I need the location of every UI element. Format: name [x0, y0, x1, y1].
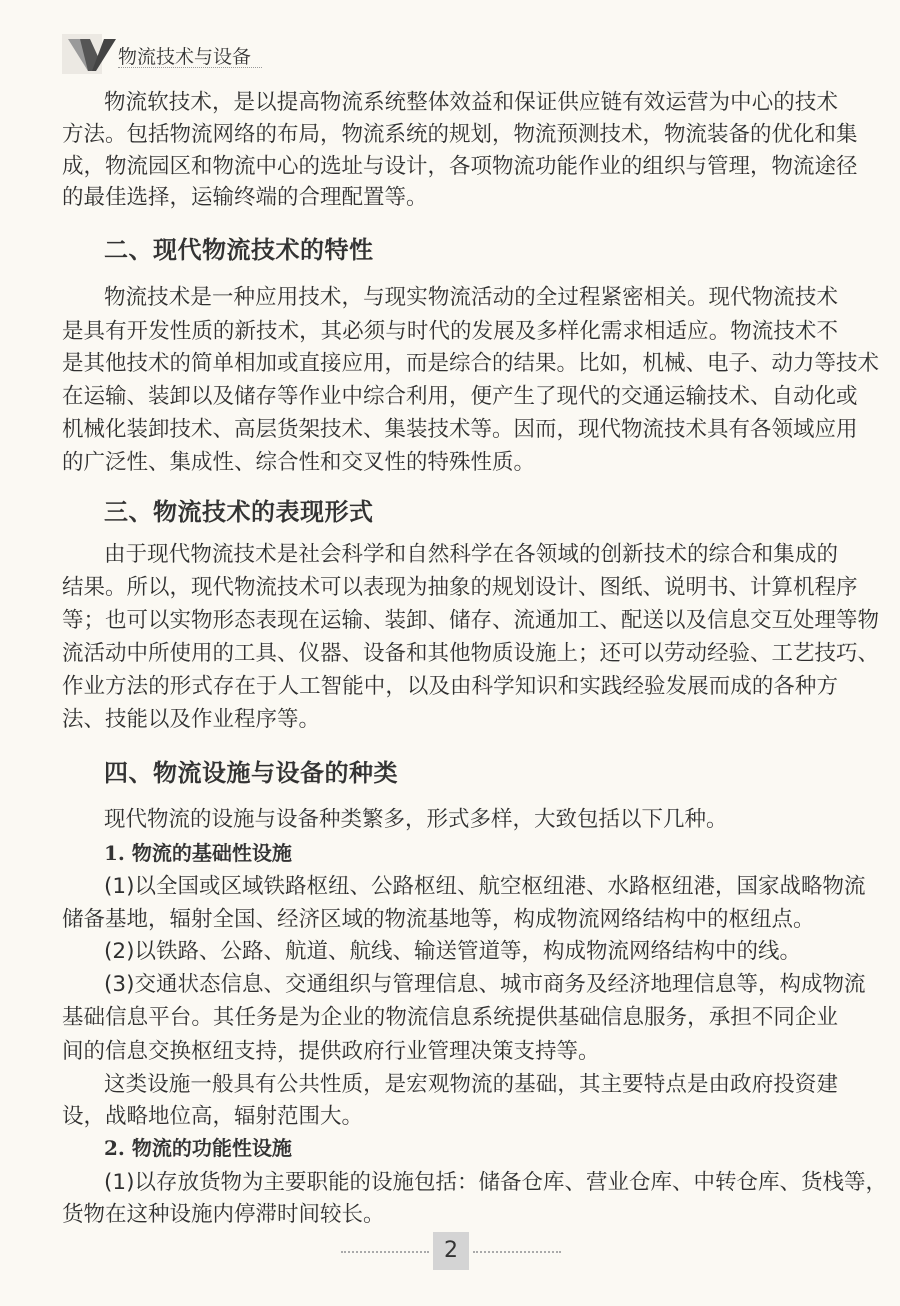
text-line: 设，战略地位高，辐射范围大。 [62, 1104, 364, 1129]
text-line: 法、技能以及作业程序等。 [62, 707, 321, 732]
footer-dotted-rule-left [341, 1251, 429, 1253]
text-line: 作业方法的形式存在于人工智能中，以及由科学知识和实践经验发展而成的各种方 [62, 674, 838, 699]
footer-dotted-rule-right [473, 1251, 561, 1253]
text-line: 流活动中所使用的工具、仪器、设备和其他物质设施上；还可以劳动经验、工艺技巧、 [62, 641, 880, 666]
text-line: 在运输、装卸以及储存等作业中综合利用，便产生了现代的交通运输技术、自动化或 [62, 384, 858, 409]
text-line: 是具有开发性质的新技术，其必须与时代的发展及多样化需求相适应。物流技术不 [62, 319, 838, 344]
section-heading: 二、现代物流技术的特性 [104, 236, 374, 264]
text-line: 这类设施一般具有公共性质，是宏观物流的基础，其主要特点是由政府投资建 [104, 1072, 838, 1097]
text-line: (1)以全国或区域铁路枢纽、公路枢纽、航空枢纽港、水路枢纽港，国家战略物流 [104, 874, 866, 899]
text-line: 的广泛性、集成性、综合性和交叉性的特殊性质。 [62, 450, 536, 475]
subheading: 1. 物流的基础性设施 [104, 841, 292, 865]
text-line: 的最佳选择，运输终端的合理配置等。 [62, 185, 428, 210]
text-line: 间的信息交换枢纽支持，提供政府行业管理决策支持等。 [62, 1039, 600, 1064]
text-line: 物流技术是一种应用技术，与现实物流活动的全过程紧密相关。现代物流技术 [104, 285, 838, 310]
text-line: 机械化装卸技术、高层货架技术、集装技术等。因而，现代物流技术具有各领域应用 [62, 417, 858, 442]
section-heading: 四、物流设施与设备的种类 [104, 759, 398, 787]
page-number: 2 [433, 1232, 469, 1270]
text-line: 货物在这种设施内停滞时间较长。 [62, 1202, 385, 1227]
text-line: 等；也可以实物形态表现在运输、装卸、储存、流通加工、配送以及信息交互处理等物 [62, 608, 880, 633]
section-heading: 三、物流技术的表现形式 [104, 498, 374, 526]
book-logo-icon [66, 37, 116, 73]
text-line: 物流软技术，是以提高物流系统整体效益和保证供应链有效运营为中心的技术 [104, 90, 838, 115]
text-line: 由于现代物流技术是社会科学和自然科学在各领域的创新技术的综合和集成的 [104, 542, 838, 567]
text-line: 成，物流园区和物流中心的选址与设计，各项物流功能作业的组织与管理，物流途径 [62, 154, 858, 179]
text-line: 基础信息平台。其任务是为企业的物流信息系统提供基础信息服务，承担不同企业 [62, 1005, 838, 1030]
text-line: 结果。所以，现代物流技术可以表现为抽象的规划设计、图纸、说明书、计算机程序 [62, 575, 858, 600]
text-line: (2)以铁路、公路、航道、航线、输送管道等，构成物流网络结构中的线。 [104, 939, 801, 964]
text-line: 储备基地，辐射全国、经济区域的物流基地等，构成物流网络结构中的枢纽点。 [62, 907, 815, 932]
text-line: 现代物流的设施与设备种类繁多，形式多样，大致包括以下几种。 [104, 807, 728, 832]
subheading: 2. 物流的功能性设施 [104, 1136, 292, 1160]
text-line: 方法。包括物流网络的布局，物流系统的规划，物流预测技术，物流装备的优化和集 [62, 122, 858, 147]
text-line: (3)交通状态信息、交通组织与管理信息、城市商务及经济地理信息等，构成物流 [104, 972, 866, 997]
header-dotted-rule [118, 67, 262, 68]
text-line: 是其他技术的简单相加或直接应用，而是综合的结果。比如，机械、电子、动力等技术 [62, 351, 880, 376]
book-title: 物流技术与设备 [118, 46, 252, 68]
text-line: (1)以存放货物为主要职能的设施包括：储备仓库、营业仓库、中转仓库、货栈等， [104, 1170, 887, 1195]
